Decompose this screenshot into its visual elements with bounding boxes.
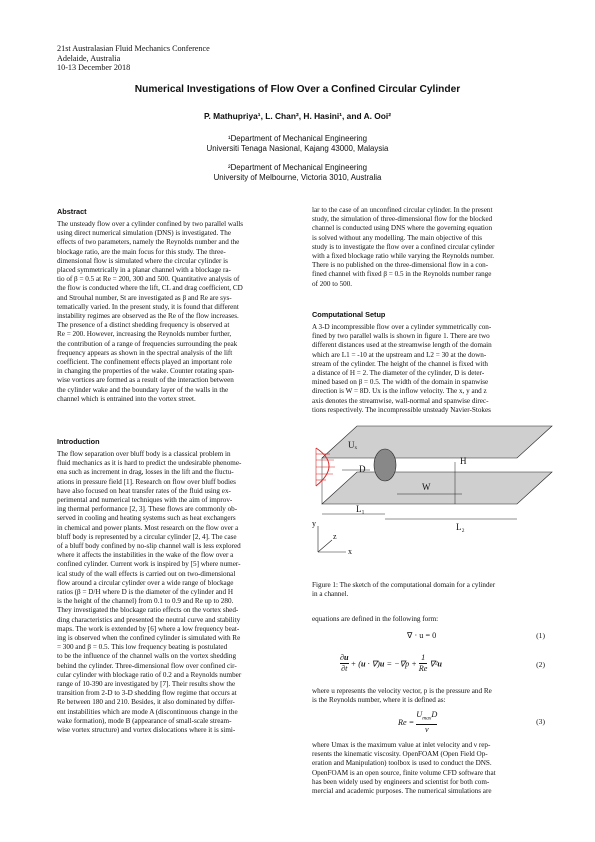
text-line: ing is observed when the confined cylinder is simulated with Re [57, 634, 241, 643]
text-line: wise vortex structure) and vortex dislocations where it is simi- [57, 726, 236, 735]
text-line: tio of β = 0.5 at Re = 200, 300 and 500. Quantitative analysis of [57, 275, 240, 284]
affiliation-dept: ¹Department of Mechanical Engineering [227, 134, 368, 143]
text-line: cular cylinder with blockage ratio of 0.2 and a Reynolds number [57, 670, 242, 679]
text-line: The presence of a distinct shedding frequency is observed at [57, 321, 230, 330]
text-line: fined by two parallel walls is shown in figure 1. There are two [312, 332, 490, 341]
text-line: They investigated the blockage ratio effects on the vortex shed- [57, 606, 239, 615]
introduction-heading: Introduction [57, 437, 100, 446]
text-line: Re between 180 and 210. Besides, it also dominated by differ- [57, 698, 235, 707]
continuity-equation: ∇ · u = 0 [407, 631, 437, 640]
conference-name: 21st Australasian Fluid Mechanics Conference [57, 44, 210, 53]
text-line: dimensional flow is simulated where the circular cylinder is [57, 256, 228, 265]
text-line: ding characteristics and presented the neutral curve and stability [57, 615, 241, 624]
x-axis-label: x [348, 547, 352, 556]
text-line: is solved without any modelling. The main objective of this [312, 233, 483, 242]
text-line: the cylinder wake and the boundary layer of the walls in the [57, 385, 229, 394]
affiliation-institution: University of Melbourne, Victoria 3010, Australia [213, 173, 382, 183]
text-line: where Umax is the maximum value at inlet velocity and ν rep- [312, 741, 491, 749]
author-list: P. Mathupriya¹, L. Chan², H. Hasini¹, and A. Ooi² [203, 111, 392, 121]
equation-3 [312, 708, 545, 736]
text-line: instability regimes are observed as the Re of the flow increases. [57, 312, 239, 321]
equation-number: (2) [536, 660, 545, 669]
text-line: of a bluff body confined by no-slip channel wall is less explored [57, 542, 241, 551]
abstract-heading: Abstract [57, 207, 87, 216]
introduction-continued [312, 206, 545, 289]
affiliation-dept: ²Department of Mechanical Engineering [227, 163, 368, 172]
text-line: fined channel with fixed β = 0.5 in the Reynolds number range [312, 270, 492, 279]
text-line: range of 10-390 are investigated by [7]. Their results show the [57, 680, 236, 689]
figure-caption [312, 581, 545, 599]
text-line: The unsteady flow over a cylinder confined by two parallel walls [57, 220, 243, 228]
text-line: lar to the case of an unconfined circular cylinder. In the present [312, 206, 493, 214]
text-line: resents the kinematic viscosity. OpenFOAM (Open Field Op- [312, 750, 488, 759]
text-line: study, the simulation of three-dimensional flow for the blocked [312, 215, 493, 224]
text-line: a distance of H = 2. The diameter of the cylinder, D is deter- [312, 369, 485, 378]
text-line: mined based on β = 0.5. The width of the domain in spanwise [312, 378, 489, 387]
text-line: Re = 200. However, increasing the Reynolds number further, [57, 330, 232, 339]
ux-label: Uₓ [348, 440, 358, 450]
text-line: OpenFOAM is an open source, finite volume CFD software that [312, 768, 496, 777]
text-line: is the height of the channel) from 0.1 to 0.9 and Re up to 280. [57, 597, 234, 606]
text-line: where it affects the instabilities in the wake of the flow over a [57, 551, 234, 560]
equation-2-description [312, 687, 545, 705]
text-line: maps. The work is extended by [6] where a low frequency beat- [57, 624, 240, 633]
computational-setup-heading: Computational Setup [312, 310, 386, 319]
text-line: channel is conducted using DNS where the governing equation [312, 224, 493, 233]
text-line: = 300 and β = 0.5. This low frequency beating is postulated [57, 643, 228, 652]
equation-number: (1) [536, 631, 545, 640]
cylinder [374, 449, 396, 481]
text-line: tematically varied. In the present study, it is found that different [57, 302, 239, 311]
affiliation-1 [0, 134, 595, 155]
text-line: transition from 2-D to 3-D shedding flow regime that occurs at [57, 689, 237, 698]
text-line: direction is W = 8D. Ux is the inflow velocity. The x, y and z [312, 387, 487, 396]
text-line: placed symmetrically in a planar channel with a blockage ra- [57, 266, 231, 275]
text-line: stream of the cylinder. The height of the channel is fixed with [312, 359, 488, 368]
paper-title: Numerical Investigations of Flow Over a Confined Circular Cylinder [134, 84, 461, 95]
text-line: bluff body is represented by a circular cylinder [2, 4]. The case [57, 532, 237, 541]
text-line: wake formation), mode B (appearance of small-scale stream- [57, 716, 232, 725]
text-line: Figure 1: The sketch of the computational domain for a cylinder [312, 581, 496, 589]
text-line: ing thermal performance [2, 3]. These flows are commonly ob- [57, 505, 238, 514]
d-label: D [359, 464, 366, 474]
equation-3-description [312, 741, 545, 796]
text-line: The flow separation over bluff body is a classical problem in [57, 450, 231, 458]
text-line: have also focused on heat transfer rates of the fluid using ex- [57, 486, 231, 495]
text-line: axis denotes the streamwise, wall-normal and spanwise direc- [312, 396, 489, 405]
text-line: ent instabilities which are mode A (discontinuous change in the [57, 707, 238, 716]
text-line: behind the cylinder. Three-dimensional flow over confined cir- [57, 661, 237, 670]
text-line: in a channel. [312, 590, 349, 599]
text-line: served in cooling and heating systems such as heat exchangers [57, 514, 236, 523]
text-line: which are L1 = -10 at the upstream and L2 = 30 at the down- [312, 350, 487, 359]
text-line: frequency appears as shown in the spectral analysis of the lift [57, 348, 233, 357]
text-line: to be the influence of the channel walls on the vortex shedding [57, 652, 237, 661]
equation-2 [312, 651, 545, 681]
text-line: mercial and academic purposes. The numerical simulations are [312, 787, 492, 796]
text-line: tions respectively. The incompressible unsteady Navier-Stokes [312, 405, 491, 414]
text-line: effects of two parameters, namely the Reynolds number and the [57, 238, 240, 247]
text-line: fluid mechanics as it is hard to predict the undesirable phenome- [57, 459, 242, 468]
affiliation-institution: Universiti Tenaga Nasional, Kajang 43000, Malaysia [206, 144, 389, 154]
text-line: using direct numerical simulation (DNS) is investigated. The [57, 229, 231, 238]
text-line: coefficient. The confinement effects played an important role [57, 358, 232, 367]
z-axis-label: z [333, 532, 337, 541]
equations-intro: equations are defined in the following form: [312, 615, 439, 623]
text-line: flow around a circular cylinder over a wide range of blockage [57, 578, 234, 587]
bottom-wall [322, 472, 552, 504]
text-line: where u represents the velocity vector, p is the pressure and Re [312, 687, 492, 695]
affiliation-2 [0, 163, 595, 184]
introduction-body [57, 450, 290, 735]
text-line: different distances used at the streamwise length of the domain [312, 341, 492, 350]
text-line: ations in pressure field [1]. Research on flow over bluff bodies [57, 477, 236, 486]
text-line: A 3-D incompressible flow over a cylinder symmetrically con- [312, 323, 492, 331]
conference-info [57, 44, 210, 73]
l1-label: L₁ [356, 504, 365, 514]
text-line: of 200 to 500. [312, 279, 353, 288]
text-line: wise vortices are formed as a result of the interaction between [57, 376, 234, 385]
text-line: the contribution of a range of frequencies surrounding the peak [57, 339, 238, 348]
l2-label: L₂ [456, 522, 465, 532]
h-label: H [460, 456, 467, 466]
text-line: ena such as increment in drag, losses in the lift and the fluctu- [57, 468, 234, 477]
conference-dates: 10-13 December 2018 [57, 63, 131, 73]
y-axis-label: y [312, 519, 316, 528]
text-line: is the Reynolds number, where it is defined as: [312, 696, 446, 705]
abstract-body [57, 220, 290, 404]
text-line: blockage ratio, are the main focus for this study. The three- [57, 247, 226, 256]
conference-location: Adelaide, Australia [57, 53, 121, 63]
text-line: and Strouhal number, St are investigated as β and Re are sys- [57, 293, 232, 302]
equation-1 [312, 630, 545, 644]
text-line: in chemical and power plants. Most research on the flow over a [57, 523, 239, 532]
text-line: channel which is entrained into the vortex street. [57, 394, 196, 403]
w-label: W [422, 482, 431, 492]
reynolds-number-equation: $Re = U_{max}D$ ν [398, 710, 438, 734]
text-line: ical study of the wall effects is carried out on two-dimensional [57, 569, 236, 578]
navier-stokes-equation: $\frac{\partial u}{\partial t}$ + (u · ∇)u = −∇p + 1 Re ∇²u [340, 653, 442, 673]
text-line: ratios (β = D/H where D is the diameter of the cylinder and H [57, 588, 234, 597]
text-line: confined cylinder. Current work is inspired by [5] where numer- [57, 560, 241, 569]
text-line: has been widely used by engineers and scientist for both com- [312, 777, 490, 786]
equation-number: (3) [536, 717, 545, 726]
text-line: study is to investigate the flow over a confined circular cylinder [312, 242, 495, 251]
text-line: in changing the properties of the wake. Counter rotating span- [57, 367, 235, 376]
text-line: perimental and numerical techniques with the aim of improv- [57, 496, 233, 505]
computational-setup-body [312, 323, 545, 415]
text-line: eration and Manipulation) toolbox is used to conduct the DNS. [312, 759, 492, 768]
text-line: There is no published on the three-dimensional flow in a con- [312, 261, 489, 270]
domain-sketch-figure [312, 418, 562, 560]
text-line: with a fixed blockage ratio while varying the Reynolds number. [312, 252, 495, 261]
text-line: the flow is conducted where the lift, CL and drag coefficient, CD [57, 284, 243, 293]
